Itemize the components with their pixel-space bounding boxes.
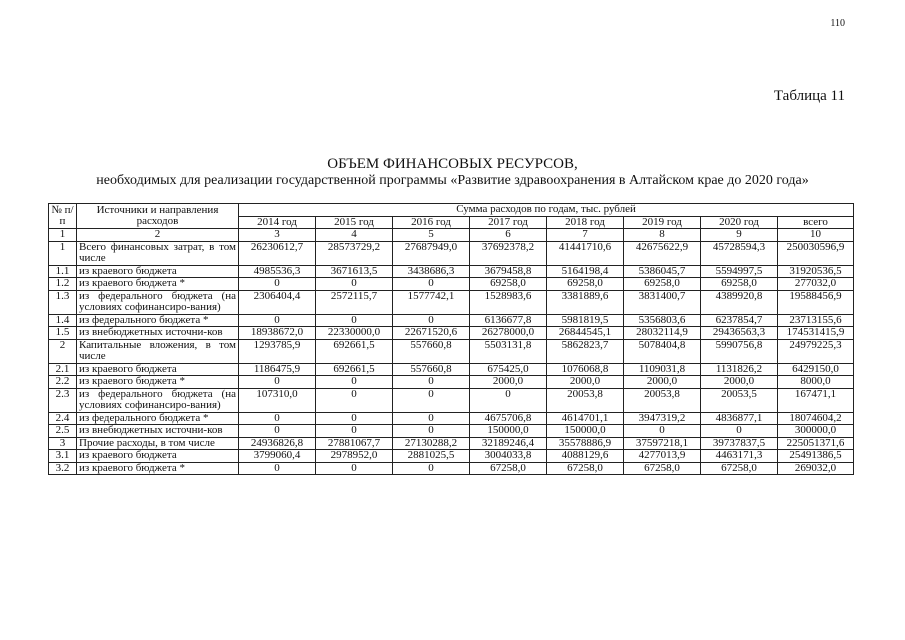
row-value: 0 [239, 278, 316, 291]
row-value: 5594997,5 [701, 265, 778, 278]
row-value: 8000,0 [778, 376, 854, 389]
row-value: 2572115,7 [316, 290, 393, 314]
row-value: 0 [470, 388, 547, 412]
row-value: 69258,0 [470, 278, 547, 291]
row-index: 1.3 [49, 290, 77, 314]
row-value: 18074604,2 [778, 412, 854, 425]
column-number: 9 [701, 229, 778, 242]
row-value: 1109031,8 [624, 363, 701, 376]
column-number: 4 [316, 229, 393, 242]
column-number: 6 [470, 229, 547, 242]
row-index: 1 [49, 241, 77, 265]
header-sum: Сумма расходов по годам, тыс. рублей [239, 204, 854, 217]
document-title: ОБЪЕМ ФИНАНСОВЫХ РЕСУРСОВ, [327, 156, 578, 172]
row-value: 4985536,3 [239, 265, 316, 278]
row-value: 692661,5 [316, 339, 393, 363]
header-num: № п/п [49, 204, 77, 229]
row-value: 24979225,3 [778, 339, 854, 363]
row-value: 26844545,1 [547, 327, 624, 340]
row-value: 0 [393, 462, 470, 475]
header-year: всего [778, 216, 854, 229]
row-value: 3799060,4 [239, 450, 316, 463]
row-value: 0 [316, 376, 393, 389]
row-value: 27130288,2 [393, 437, 470, 450]
row-value: 3004033,8 [470, 450, 547, 463]
row-value: 69258,0 [547, 278, 624, 291]
row-index: 2.2 [49, 376, 77, 389]
row-value: 269032,0 [778, 462, 854, 475]
row-value: 5990756,8 [701, 339, 778, 363]
row-value: 0 [624, 425, 701, 438]
row-value: 19588456,9 [778, 290, 854, 314]
row-value: 167471,1 [778, 388, 854, 412]
column-number: 3 [239, 229, 316, 242]
row-value: 69258,0 [701, 278, 778, 291]
financial-resources-table [48, 203, 854, 475]
row-index: 1.5 [49, 327, 77, 340]
row-value: 1186475,9 [239, 363, 316, 376]
row-value: 225051371,6 [778, 437, 854, 450]
row-value: 0 [316, 412, 393, 425]
row-source-name: из федерального бюджета * [77, 314, 239, 327]
row-value: 27687949,0 [393, 241, 470, 265]
row-value: 0 [393, 314, 470, 327]
row-value: 2000,0 [624, 376, 701, 389]
row-value: 3438686,3 [393, 265, 470, 278]
row-value: 4463171,3 [701, 450, 778, 463]
table-row [49, 363, 854, 376]
header-column-numbers-row [49, 229, 854, 242]
row-value: 0 [316, 462, 393, 475]
row-source-name: из краевого бюджета * [77, 462, 239, 475]
row-value: 3679458,8 [470, 265, 547, 278]
row-source-name: из внебюджетных источни-ков [77, 425, 239, 438]
row-value: 25491386,5 [778, 450, 854, 463]
column-number: 5 [393, 229, 470, 242]
row-source-name: из краевого бюджета * [77, 376, 239, 389]
row-value: 32189246,4 [470, 437, 547, 450]
row-index: 2.4 [49, 412, 77, 425]
row-value: 0 [393, 278, 470, 291]
column-number: 2 [77, 229, 239, 242]
header-year: 2018 год [547, 216, 624, 229]
header-year: 2019 год [624, 216, 701, 229]
row-value: 37597218,1 [624, 437, 701, 450]
row-value: 5164198,4 [547, 265, 624, 278]
row-source-name: Прочие расходы, в том числе [77, 437, 239, 450]
row-value: 31920536,5 [778, 265, 854, 278]
row-value: 0 [239, 314, 316, 327]
row-value: 150000,0 [470, 425, 547, 438]
table-row [49, 450, 854, 463]
row-value: 0 [393, 412, 470, 425]
page-number: 110 [830, 18, 845, 29]
row-value: 18938672,0 [239, 327, 316, 340]
row-value: 20053,8 [624, 388, 701, 412]
row-value: 6429150,0 [778, 363, 854, 376]
row-value: 1577742,1 [393, 290, 470, 314]
row-value: 2000,0 [470, 376, 547, 389]
row-index: 2.3 [49, 388, 77, 412]
row-index: 1.2 [49, 278, 77, 291]
table-row [49, 278, 854, 291]
row-value: 4088129,6 [547, 450, 624, 463]
row-value: 4389920,8 [701, 290, 778, 314]
row-source-name: из федерального бюджета (на условиях софинансиро-вания) [77, 290, 239, 314]
row-value: 20053,5 [701, 388, 778, 412]
row-value: 0 [239, 376, 316, 389]
row-source-name: из федерального бюджета (на условиях софинансиро-вания) [77, 388, 239, 412]
table-row [49, 314, 854, 327]
row-value: 6237854,7 [701, 314, 778, 327]
row-value: 4836877,1 [701, 412, 778, 425]
row-source-name: из внебюджетных источни-ков [77, 327, 239, 340]
row-index: 1.1 [49, 265, 77, 278]
row-value: 0 [393, 388, 470, 412]
row-value: 107310,0 [239, 388, 316, 412]
table-row [49, 388, 854, 412]
column-number: 8 [624, 229, 701, 242]
table-row [49, 290, 854, 314]
row-value: 29436563,3 [701, 327, 778, 340]
row-source-name: из краевого бюджета [77, 450, 239, 463]
row-value: 3947319,2 [624, 412, 701, 425]
row-value: 28032114,9 [624, 327, 701, 340]
row-value: 1293785,9 [239, 339, 316, 363]
row-value: 4675706,8 [470, 412, 547, 425]
row-index: 3.1 [49, 450, 77, 463]
row-value: 2000,0 [701, 376, 778, 389]
row-value: 39737837,5 [701, 437, 778, 450]
row-value: 0 [701, 425, 778, 438]
row-value: 0 [239, 462, 316, 475]
row-value: 5862823,7 [547, 339, 624, 363]
row-value: 675425,0 [470, 363, 547, 376]
table-row [49, 376, 854, 389]
row-index: 2.1 [49, 363, 77, 376]
row-value: 5503131,8 [470, 339, 547, 363]
row-value: 1076068,8 [547, 363, 624, 376]
row-value: 557660,8 [393, 363, 470, 376]
row-index: 3.2 [49, 462, 77, 475]
row-value: 22330000,0 [316, 327, 393, 340]
header-year: 2020 год [701, 216, 778, 229]
table-row [49, 425, 854, 438]
row-value: 2881025,5 [393, 450, 470, 463]
row-value: 37692378,2 [470, 241, 547, 265]
column-number: 1 [49, 229, 77, 242]
row-value: 5981819,5 [547, 314, 624, 327]
row-value: 692661,5 [316, 363, 393, 376]
table-row [49, 339, 854, 363]
row-value: 0 [393, 376, 470, 389]
row-index: 2.5 [49, 425, 77, 438]
header-source: Источники и направления расходов [77, 204, 239, 229]
row-source-name: Капитальные вложения, в том числе [77, 339, 239, 363]
row-index: 3 [49, 437, 77, 450]
row-value: 22671520,6 [393, 327, 470, 340]
row-value: 277032,0 [778, 278, 854, 291]
row-value: 3671613,5 [316, 265, 393, 278]
row-value: 3381889,6 [547, 290, 624, 314]
row-value: 2000,0 [547, 376, 624, 389]
row-source-name: из краевого бюджета * [77, 278, 239, 291]
row-index: 2 [49, 339, 77, 363]
row-value: 5386045,7 [624, 265, 701, 278]
row-value: 26278000,0 [470, 327, 547, 340]
row-value: 0 [316, 314, 393, 327]
header-year: 2017 год [470, 216, 547, 229]
row-value: 2306404,4 [239, 290, 316, 314]
header-year: 2016 год [393, 216, 470, 229]
row-source-name: из краевого бюджета [77, 363, 239, 376]
table-row [49, 412, 854, 425]
table-row [49, 265, 854, 278]
row-value: 26230612,7 [239, 241, 316, 265]
row-value: 41441710,6 [547, 241, 624, 265]
row-value: 6136677,8 [470, 314, 547, 327]
row-value: 45728594,3 [701, 241, 778, 265]
row-value: 20053,8 [547, 388, 624, 412]
row-value: 0 [316, 388, 393, 412]
table-body [49, 241, 854, 475]
row-value: 0 [239, 412, 316, 425]
row-value: 28573729,2 [316, 241, 393, 265]
row-value: 67258,0 [701, 462, 778, 475]
table-label: Таблица 11 [773, 88, 845, 104]
table-row [49, 462, 854, 475]
row-value: 67258,0 [470, 462, 547, 475]
row-value: 35578886,9 [547, 437, 624, 450]
row-value: 27881067,7 [316, 437, 393, 450]
column-number: 10 [778, 229, 854, 242]
row-value: 67258,0 [547, 462, 624, 475]
row-value: 69258,0 [624, 278, 701, 291]
table-row [49, 327, 854, 340]
row-value: 1131826,2 [701, 363, 778, 376]
row-value: 4614701,1 [547, 412, 624, 425]
row-value: 42675622,9 [624, 241, 701, 265]
row-source-name: из краевого бюджета [77, 265, 239, 278]
row-index: 1.4 [49, 314, 77, 327]
row-value: 67258,0 [624, 462, 701, 475]
row-value: 174531415,9 [778, 327, 854, 340]
row-source-name: Всего финансовых затрат, в том числе [77, 241, 239, 265]
header-year: 2014 год [239, 216, 316, 229]
row-value: 3831400,7 [624, 290, 701, 314]
row-value: 23713155,6 [778, 314, 854, 327]
table-row [49, 241, 854, 265]
row-value: 1528983,6 [470, 290, 547, 314]
row-value: 5356803,6 [624, 314, 701, 327]
row-value: 0 [316, 278, 393, 291]
row-value: 4277013,9 [624, 450, 701, 463]
row-value: 5078404,8 [624, 339, 701, 363]
row-value: 557660,8 [393, 339, 470, 363]
row-value: 300000,0 [778, 425, 854, 438]
row-value: 24936826,8 [239, 437, 316, 450]
header-year: 2015 год [316, 216, 393, 229]
row-value: 0 [239, 425, 316, 438]
column-number: 7 [547, 229, 624, 242]
document-subtitle: необходимых для реализации государственной программы «Развитие здравоохранения в Алтайском крае до 2020 года» [96, 173, 809, 188]
row-value: 150000,0 [547, 425, 624, 438]
row-value: 250030596,9 [778, 241, 854, 265]
row-value: 0 [393, 425, 470, 438]
table-row [49, 437, 854, 450]
row-value: 0 [316, 425, 393, 438]
row-value: 2978952,0 [316, 450, 393, 463]
row-source-name: из федерального бюджета * [77, 412, 239, 425]
